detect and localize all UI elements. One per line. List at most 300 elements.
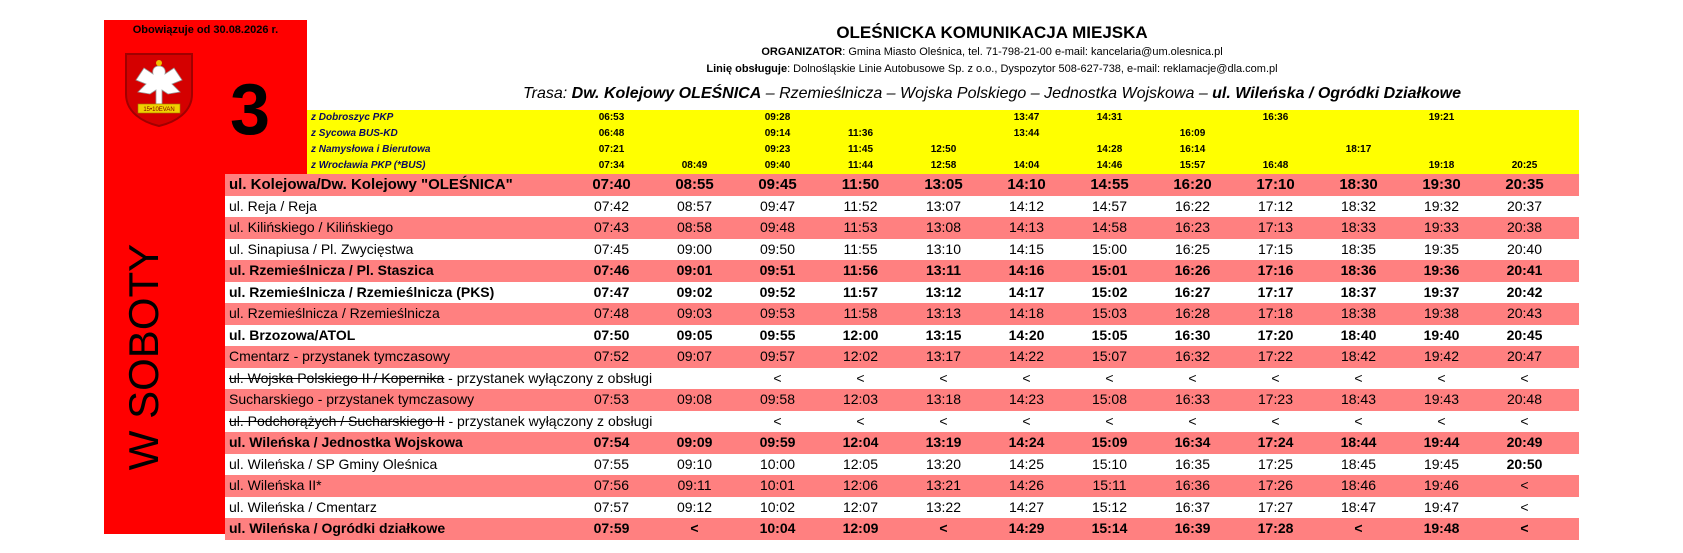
departure-time: 17:28 — [1257, 520, 1294, 536]
departure-time: 20:38 — [1506, 219, 1543, 235]
departure-time: 19:46 — [1423, 477, 1460, 493]
departure-time: 15:02 — [1091, 283, 1128, 300]
departure-time: 15:09 — [1091, 434, 1128, 450]
connection-time: 16:14 — [1179, 144, 1206, 155]
departure-time: 14:24 — [1008, 434, 1045, 450]
connection-time: 09:14 — [764, 128, 791, 139]
connection-time: 06:48 — [598, 128, 625, 139]
departure-time: 07:56 — [593, 477, 630, 493]
departure-time: 15:05 — [1091, 326, 1128, 343]
departure-time: 09:01 — [676, 262, 713, 278]
departure-time: 07:48 — [593, 305, 630, 321]
departure-time: 09:55 — [759, 326, 796, 343]
departure-time: < — [1437, 412, 1446, 429]
departure-time: < — [1354, 369, 1363, 386]
stop-name: ul. Wileńska / Jednostka Wojskowa — [229, 434, 463, 450]
departure-time: 08:58 — [676, 219, 713, 235]
connection-time: 13:44 — [1013, 128, 1040, 139]
connection-time: 20:25 — [1511, 160, 1538, 171]
departure-time: 15:12 — [1091, 498, 1128, 515]
departure-time: 15:10 — [1091, 455, 1128, 472]
departure-time: 07:42 — [593, 197, 630, 214]
table-row — [225, 432, 1579, 454]
connection-time — [902, 126, 985, 142]
departure-time: 11:50 — [841, 176, 880, 193]
departure-time: 11:53 — [843, 219, 878, 235]
stop-name: Sucharskiego - przystanek tymczasowy — [229, 391, 475, 407]
departure-time: 16:22 — [1174, 197, 1211, 214]
departure-time: 07:47 — [593, 283, 630, 300]
table-row — [225, 174, 1579, 196]
connection-time: 16:36 — [1262, 112, 1289, 123]
departure-time: 11:56 — [842, 262, 879, 278]
connection-time: 12:50 — [930, 144, 957, 155]
connection-time: 16:09 — [1179, 128, 1206, 139]
departure-time: < — [1105, 369, 1114, 386]
departure-time: 13:17 — [925, 348, 962, 364]
table-row — [225, 303, 1579, 325]
connection-label: z Namysłowa i Bierutowa — [311, 144, 431, 155]
departure-time: < — [1188, 412, 1197, 429]
departure-time: 07:57 — [593, 498, 630, 515]
departure-time: 07:45 — [593, 240, 630, 257]
departure-time: < — [856, 369, 865, 386]
table-row — [225, 346, 1579, 368]
connection-row — [307, 142, 1579, 158]
departure-time: 16:35 — [1174, 455, 1211, 472]
departure-time: 12:04 — [842, 434, 879, 450]
connection-time: 09:23 — [764, 144, 791, 155]
departure-time: 13:12 — [925, 283, 962, 300]
departure-time: 09:09 — [676, 434, 713, 450]
route-middle: – Rzemieślnicza – Wojska Polskiego – Jednostka Wojskowa – — [761, 85, 1213, 102]
departure-time: < — [1354, 412, 1363, 429]
connection-time: 11:45 — [847, 144, 874, 155]
departure-time: 18:33 — [1340, 219, 1377, 235]
departure-time: 17:13 — [1257, 219, 1294, 235]
table-row — [225, 239, 1579, 261]
departure-time: 19:32 — [1423, 197, 1460, 214]
departure-time: 20:40 — [1506, 240, 1543, 257]
stop-name: ul. Rzemieślnicza / Rzemieślnicza — [229, 305, 440, 321]
departure-time: 19:33 — [1423, 219, 1460, 235]
departure-time: 15:03 — [1091, 305, 1128, 321]
connection-label: z Dobroszyc PKP — [311, 112, 394, 123]
connection-label: z Wrocławia PKP (*BUS) — [311, 160, 426, 171]
stop-name: ul. Wileńska / SP Gminy Oleśnica — [229, 455, 438, 472]
connection-time: 14:46 — [1096, 160, 1123, 171]
departure-time: 18:40 — [1340, 326, 1377, 343]
departure-time: 09:57 — [759, 348, 796, 364]
connection-time — [653, 110, 736, 126]
departure-time — [653, 411, 736, 433]
departure-time: 19:42 — [1423, 348, 1460, 364]
departure-time: 18:30 — [1339, 176, 1378, 193]
departure-time: 15:11 — [1092, 477, 1127, 493]
connection-time: 09:40 — [764, 160, 791, 171]
departure-time: 07:50 — [593, 326, 630, 343]
connection-row — [307, 158, 1579, 174]
departure-time: 20:50 — [1506, 455, 1543, 472]
departure-time: < — [1105, 412, 1114, 429]
table-row — [225, 196, 1579, 218]
departure-time: 07:46 — [593, 262, 630, 278]
departure-time: 09:45 — [758, 176, 797, 193]
connection-time: 14:28 — [1096, 144, 1123, 155]
departure-time: 09:02 — [676, 283, 713, 300]
stop-name: ul. Brzozowa/ATOL — [229, 326, 356, 343]
departure-time: 16:32 — [1174, 348, 1211, 364]
connection-time — [653, 142, 736, 158]
departure-time: 17:10 — [1256, 176, 1295, 193]
table-row — [225, 368, 1579, 390]
departure-time: 20:45 — [1506, 326, 1543, 343]
stop-name: Cmentarz - przystanek tymczasowy — [229, 348, 450, 364]
departure-time: 11:52 — [843, 197, 878, 214]
connection-time: 08:49 — [681, 160, 708, 171]
departure-time: 14:10 — [1007, 176, 1046, 193]
departure-time: 10:02 — [759, 498, 796, 515]
departure-time: 13:08 — [925, 219, 962, 235]
connection-time — [902, 110, 985, 126]
departure-time: 20:49 — [1506, 434, 1543, 450]
departure-time: 18:32 — [1340, 197, 1377, 214]
departure-time: < — [1520, 520, 1529, 536]
timetable-header — [307, 22, 1677, 106]
departure-time: 14:57 — [1091, 197, 1128, 214]
connection-time — [1317, 158, 1400, 174]
stop-name: ul. Wileńska / Cmentarz — [229, 498, 377, 515]
stop-name-struck: ul. Wojska Polskiego II / Kopernika — [229, 369, 445, 386]
departure-time: 11:55 — [843, 240, 878, 257]
connection-row — [307, 126, 1579, 142]
connections-table — [307, 110, 1579, 174]
departure-time: 20:48 — [1506, 391, 1543, 407]
connection-time: 13:47 — [1013, 112, 1040, 123]
departure-time: 09:12 — [676, 498, 713, 515]
departure-time: 20:43 — [1506, 305, 1543, 321]
departure-time: 17:17 — [1257, 283, 1294, 300]
table-row — [225, 411, 1579, 433]
stop-name: ul. Reja / Reja — [229, 197, 317, 214]
connection-time — [1317, 110, 1400, 126]
departure-time: 13:18 — [925, 391, 962, 407]
departure-time: 10:04 — [759, 520, 796, 536]
operator-line — [307, 61, 1677, 78]
stop-name: ul. Rzemieślnicza / Rzemieślnicza (PKS) — [229, 283, 495, 300]
stop-name-note: - przystanek wyłączony z obsługi — [444, 369, 653, 386]
connection-time: 11:44 — [847, 160, 874, 171]
connection-time: 07:21 — [598, 144, 625, 155]
departure-time: 13:22 — [925, 498, 962, 515]
departure-time: 09:51 — [759, 262, 796, 278]
departure-time: < — [939, 369, 948, 386]
departure-time: 09:50 — [759, 240, 796, 257]
connection-time — [819, 110, 902, 126]
departure-time: 13:15 — [925, 326, 962, 343]
departure-time: 19:30 — [1422, 176, 1461, 193]
departure-time: 19:37 — [1423, 283, 1460, 300]
departure-time: 10:01 — [759, 477, 796, 493]
connection-time — [1234, 126, 1317, 142]
stop-name — [225, 368, 653, 390]
departure-time: 13:07 — [925, 197, 962, 214]
connection-time — [1317, 126, 1400, 142]
departure-time: 14:26 — [1008, 477, 1045, 493]
departure-time: 09:47 — [759, 197, 796, 214]
connection-time — [653, 126, 736, 142]
departure-time: 15:07 — [1091, 348, 1128, 364]
departure-time: < — [690, 520, 699, 536]
city-crest-icon — [122, 50, 196, 128]
departure-time: < — [1437, 369, 1446, 386]
departure-time: 14:16 — [1008, 262, 1045, 278]
table-row — [225, 282, 1579, 304]
departure-time: 11:58 — [843, 305, 878, 321]
departure-time: 10:00 — [759, 455, 796, 472]
departure-time: 14:20 — [1008, 326, 1045, 343]
route-start: Dw. Kolejowy OLEŚNICA — [571, 85, 762, 102]
departure-time: 14:27 — [1008, 498, 1045, 515]
departure-time: 12:06 — [842, 477, 879, 493]
departure-time: 16:36 — [1174, 477, 1211, 493]
departure-time: < — [1271, 369, 1280, 386]
departure-time: 12:03 — [842, 391, 879, 407]
departure-time: 09:07 — [676, 348, 713, 364]
departure-time: 18:44 — [1340, 434, 1377, 450]
departure-time: 07:53 — [593, 391, 630, 407]
departure-time: 16:37 — [1174, 498, 1211, 515]
departure-time: 09:11 — [677, 477, 712, 493]
departure-time: < — [773, 369, 782, 386]
route-line — [307, 82, 1677, 106]
departure-time: 18:36 — [1340, 262, 1377, 278]
stop-name: ul. Kolejowa/Dw. Kolejowy "OLEŚNICA" — [229, 176, 513, 193]
departure-time: 17:12 — [1257, 197, 1294, 214]
departure-time: 17:22 — [1257, 348, 1294, 364]
departure-time: 09:00 — [676, 240, 713, 257]
departure-time: < — [939, 412, 948, 429]
departure-time: 18:42 — [1340, 348, 1377, 364]
departure-time: 19:43 — [1423, 391, 1460, 407]
departure-time: 16:28 — [1174, 305, 1211, 321]
connection-time — [1400, 126, 1483, 142]
connection-time: 19:18 — [1428, 160, 1455, 171]
departure-time: 16:23 — [1174, 219, 1211, 235]
departure-time: 13:11 — [925, 262, 962, 278]
stop-name: ul. Wileńska II* — [229, 477, 322, 493]
departure-time: 14:22 — [1008, 348, 1045, 364]
departure-time: 17:23 — [1257, 391, 1294, 407]
table-row — [225, 389, 1579, 411]
line-number: 3 — [230, 70, 271, 150]
departure-time: 19:48 — [1423, 520, 1460, 536]
departure-time: 18:46 — [1340, 477, 1377, 493]
connection-time: 07:34 — [598, 160, 625, 171]
stop-name — [225, 411, 653, 433]
departure-time: < — [856, 412, 865, 429]
table-row — [225, 475, 1579, 497]
departure-time: 17:15 — [1257, 240, 1294, 257]
departure-time: 09:03 — [676, 305, 713, 321]
table-row — [225, 217, 1579, 239]
departure-time: 08:57 — [676, 197, 713, 214]
connection-time: 12:58 — [930, 160, 957, 171]
route-end: ul. Wileńska / Ogródki Działkowe — [1212, 85, 1461, 102]
departure-time — [570, 368, 653, 390]
connection-row — [307, 110, 1579, 126]
departure-time: 18:43 — [1340, 391, 1377, 407]
departure-time — [570, 411, 653, 433]
connection-time: 06:53 — [598, 112, 625, 123]
stop-name-struck: ul. Podchorążych / Sucharskiego II — [229, 412, 445, 429]
departure-time: 17:27 — [1257, 498, 1294, 515]
organizer-label: ORGANIZATOR — [761, 46, 843, 58]
connection-time — [1068, 126, 1151, 142]
table-row — [225, 454, 1579, 476]
departure-time: 09:10 — [676, 455, 713, 472]
route-prefix: Trasa: — [523, 85, 572, 102]
departure-time: 20:37 — [1506, 197, 1543, 214]
departure-time: 19:47 — [1423, 498, 1460, 515]
departure-time: 16:34 — [1174, 434, 1211, 450]
departure-time: 19:36 — [1423, 262, 1460, 278]
departure-time: 14:58 — [1091, 219, 1128, 235]
operator-text: : Dolnośląskie Linie Autobusowe Sp. z o.o., Dyspozytor 508-627-738, e-mail: reklamacje@dla.com.pl — [787, 63, 1278, 75]
departure-time: 13:19 — [925, 434, 962, 450]
connection-label: z Sycowa BUS-KD — [311, 128, 398, 139]
departure-time: 15:00 — [1091, 240, 1128, 257]
connection-time: 18:17 — [1345, 144, 1372, 155]
connection-time — [1151, 110, 1234, 126]
departure-time: 18:35 — [1340, 240, 1377, 257]
departure-time: 09:08 — [676, 391, 713, 407]
departure-time: 14:12 — [1008, 197, 1045, 214]
departure-time: 19:35 — [1423, 240, 1460, 257]
departure-time: 12:02 — [842, 348, 879, 364]
departure-time: 09:52 — [759, 283, 796, 300]
departure-time: < — [1520, 412, 1529, 429]
connection-time: 19:21 — [1428, 112, 1455, 123]
operator-label: Linię obsługuje — [706, 63, 788, 75]
departure-time: 12:07 — [842, 498, 879, 515]
connection-time — [1483, 126, 1566, 142]
departure-time: 20:35 — [1505, 176, 1544, 193]
departure-time: 17:25 — [1257, 455, 1294, 472]
organizer-text: : Gmina Miasto Oleśnica, tel. 71-798-21-00 e-mail: kancelaria@um.olesnica.pl — [842, 46, 1223, 58]
departure-time: 19:38 — [1423, 305, 1460, 321]
departure-time: 16:27 — [1174, 283, 1211, 300]
departure-time: 07:40 — [592, 176, 631, 193]
departure-time: 16:30 — [1174, 326, 1211, 343]
departure-time: 20:41 — [1506, 262, 1543, 278]
departure-time: 16:39 — [1174, 520, 1211, 536]
departure-time: 18:47 — [1340, 498, 1377, 515]
departure-time: 09:59 — [759, 434, 796, 450]
departure-time: 09:58 — [759, 391, 796, 407]
departure-time: < — [1188, 369, 1197, 386]
departure-time: 14:55 — [1090, 176, 1129, 193]
departure-time: 13:05 — [924, 176, 963, 193]
departure-time: 16:25 — [1174, 240, 1211, 257]
stop-name: ul. Rzemieślnicza / Pl. Staszica — [229, 262, 434, 278]
day-label — [104, 180, 184, 534]
departure-time: < — [1022, 369, 1031, 386]
connection-time: 16:48 — [1262, 160, 1289, 171]
departure-time: 12:00 — [842, 326, 879, 343]
connection-time — [1400, 142, 1483, 158]
departure-time: 19:44 — [1423, 434, 1460, 450]
departure-time: < — [1520, 477, 1529, 493]
stop-name: ul. Sinapiusa / Pl. Zwycięstwa — [229, 240, 414, 257]
departure-time — [653, 368, 736, 390]
departure-time: 18:38 — [1340, 305, 1377, 321]
departure-time: 15:01 — [1091, 262, 1128, 278]
departure-time: 19:45 — [1423, 455, 1460, 472]
departure-time: 15:08 — [1091, 391, 1128, 407]
departure-time: < — [1022, 412, 1031, 429]
departure-time: 09:48 — [759, 219, 796, 235]
validity-date: Obowiązuje od 30.08.2026 r. — [132, 24, 279, 36]
departure-time: 14:15 — [1008, 240, 1045, 257]
departure-time: 17:26 — [1257, 477, 1294, 493]
departure-time: 07:54 — [593, 434, 630, 450]
stop-name: ul. Wileńska / Ogródki działkowe — [229, 520, 446, 536]
crest-text: 15•10EVAN — [143, 107, 175, 113]
departure-time: 17:16 — [1257, 262, 1294, 278]
departure-time: < — [939, 520, 948, 536]
departure-time: 13:10 — [925, 240, 962, 257]
departure-time: 16:20 — [1173, 176, 1212, 193]
departure-time: 20:47 — [1506, 348, 1543, 364]
table-row — [225, 518, 1579, 540]
table-row — [225, 325, 1579, 347]
departure-time: 07:59 — [593, 520, 630, 536]
departure-time: 15:14 — [1091, 520, 1128, 536]
departure-time: 11:57 — [842, 283, 879, 300]
departure-time: < — [773, 412, 782, 429]
departure-time: 16:26 — [1174, 262, 1211, 278]
connection-time: 14:31 — [1096, 112, 1123, 123]
departure-time: 16:33 — [1174, 391, 1211, 407]
day-label-text: W SOBOTY — [120, 243, 167, 471]
departure-time: < — [1271, 412, 1280, 429]
departure-time: 07:52 — [593, 348, 630, 364]
departure-time: 17:20 — [1257, 326, 1294, 343]
departure-time: 18:45 — [1340, 455, 1377, 472]
stop-name-note: - przystanek wyłączony z obsługi — [444, 412, 653, 429]
departure-time: 14:23 — [1008, 391, 1045, 407]
departure-time: 09:05 — [676, 326, 713, 343]
departure-time: 19:40 — [1423, 326, 1460, 343]
page-title: OLEŚNICKA KOMUNIKACJA MIEJSKA — [836, 23, 1148, 42]
departure-time: 18:37 — [1340, 283, 1377, 300]
departure-time: 12:09 — [842, 520, 879, 536]
table-row — [225, 497, 1579, 519]
organizer-line — [307, 44, 1677, 61]
table-row — [225, 260, 1579, 282]
departure-time: 13:21 — [925, 477, 962, 493]
connection-time — [985, 142, 1068, 158]
departure-time: 17:24 — [1257, 434, 1294, 450]
departure-time: 17:18 — [1257, 305, 1294, 321]
connection-time: 15:57 — [1179, 160, 1206, 171]
departure-time: 13:20 — [925, 455, 962, 472]
departure-time: 14:17 — [1008, 283, 1045, 300]
departure-time: 09:53 — [759, 305, 796, 321]
stop-name: ul. Kilińskiego / Kilińskiego — [229, 219, 394, 235]
connection-time — [1483, 142, 1566, 158]
